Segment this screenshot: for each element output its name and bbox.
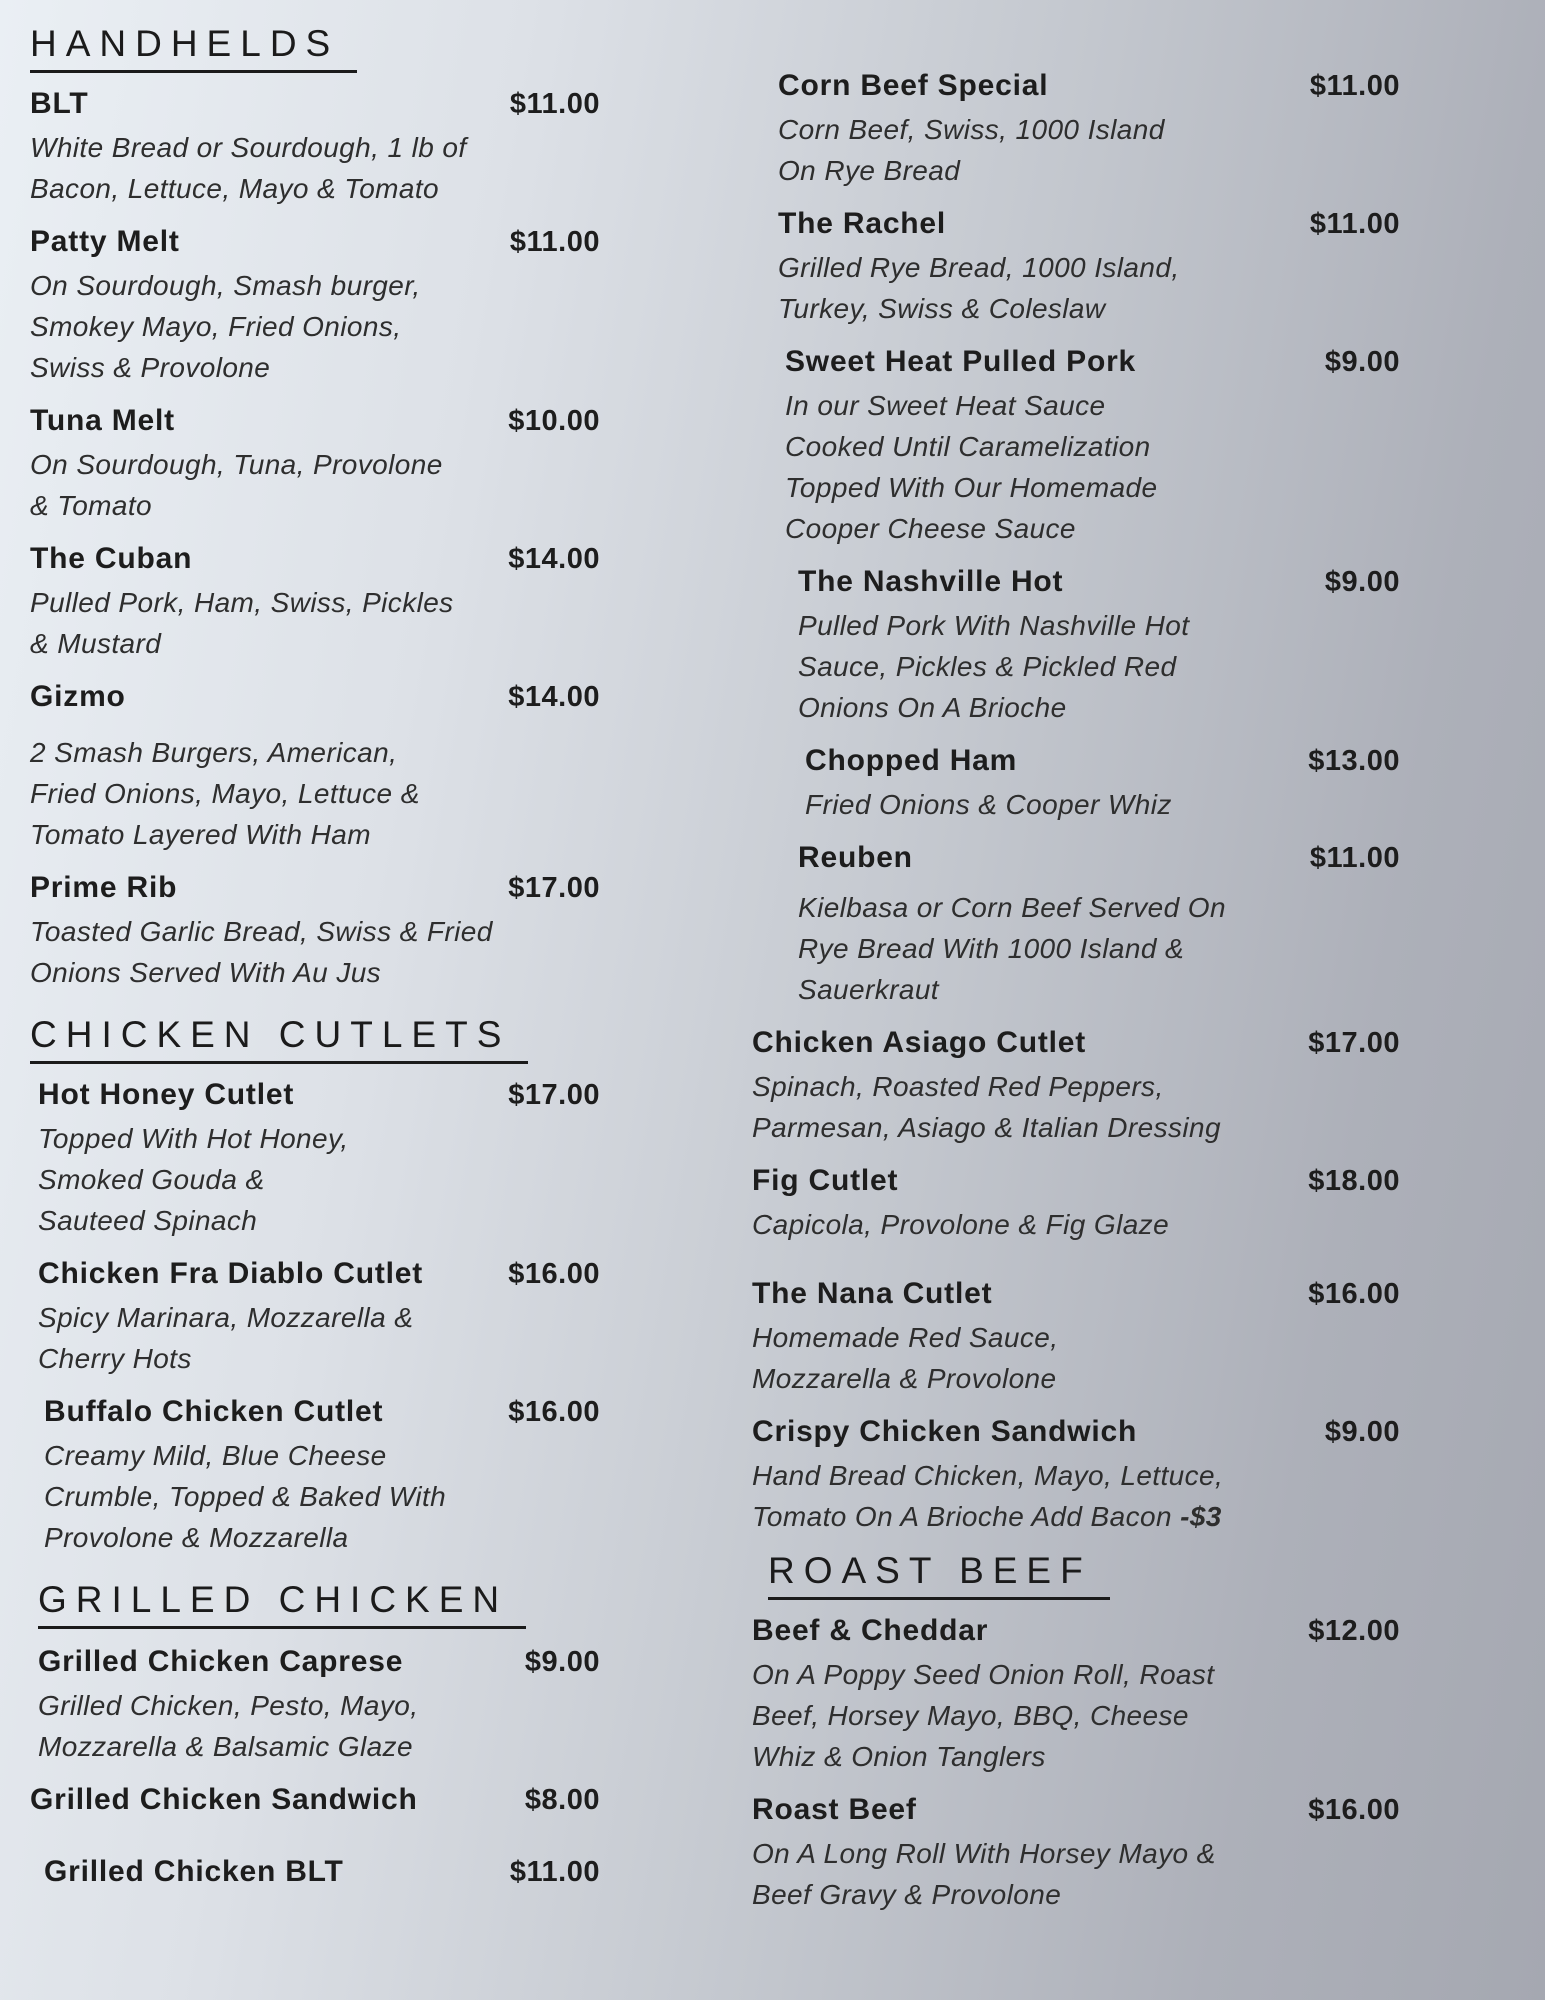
menu-item-roast-beef [752,1789,1400,1915]
item-row [30,1779,600,1821]
menu-item-chicken-asiago-cutlet [752,1022,1400,1148]
item-price: $17.00 [1308,1027,1400,1059]
item-row [30,83,600,125]
description-line: Beef Gravy & Provolone [752,1879,1062,1910]
section-title: ROAST BEEF [768,1549,1110,1600]
description-line: Beef, Horsey Mayo, BBQ, Cheese [752,1700,1189,1731]
item-description [752,1833,1400,1915]
menu-item-crispy-chicken-sandwich [752,1411,1400,1537]
description-line: Onions Served With Au Jus [30,957,382,988]
menu-column-left [30,0,600,1905]
description-line: Mozzarella & Provolone [752,1363,1057,1394]
menu-item-nashville-hot [752,561,1400,728]
item-price: $16.00 [508,1258,600,1290]
description-line: Provolone & Mozzarella [44,1522,349,1553]
section-header-handhelds [30,22,600,73]
description-line: Corn Beef, Swiss, 1000 Island [778,114,1165,145]
description-line: Kielbasa or Corn Beef Served On [798,892,1226,923]
item-name: The Rachel [778,207,947,240]
menu-item-buffalo-cutlet [30,1391,600,1558]
description-line: Onions On A Brioche [798,692,1067,723]
item-row [30,538,600,580]
description-line: Pulled Pork With Nashville Hot [798,610,1190,641]
menu-item-prime-rib [30,867,600,993]
item-name: The Nana Cutlet [752,1277,993,1310]
description-line: Rye Bread With 1000 Island & [798,933,1185,964]
description-line: Pulled Pork, Ham, Swiss, Pickles [30,587,454,618]
item-name: Grilled Chicken Sandwich [30,1783,418,1816]
item-price: $11.00 [1309,70,1400,102]
section-title: CHICKEN CUTLETS [30,1013,528,1064]
description-line: Spicy Marinara, Mozzarella & [38,1302,414,1333]
item-price: $11.00 [1309,208,1400,240]
item-price: $11.00 [509,1856,600,1888]
description-line: In our Sweet Heat Sauce [785,390,1106,421]
item-name: Fig Cutlet [752,1164,899,1197]
description-line: & Tomato [30,490,153,521]
item-name: Buffalo Chicken Cutlet [44,1395,384,1428]
item-price: $14.00 [508,681,600,713]
description-line: Cooked Until Caramelization [785,431,1151,462]
description-line: On A Poppy Seed Onion Roll, Roast [752,1659,1215,1690]
menu-item-nana-cutlet [752,1273,1400,1399]
description-line: Parmesan, Asiago & Italian Dressing [752,1112,1221,1143]
item-row [798,837,1400,879]
item-name: BLT [30,87,89,120]
item-row [752,1411,1400,1453]
item-name: Chopped Ham [805,744,1018,777]
item-description [798,887,1400,1010]
item-price: $18.00 [1308,1165,1400,1197]
item-row [30,867,600,909]
description-line: Whiz & Onion Tanglers [752,1741,1046,1772]
item-name: Chicken Asiago Cutlet [752,1026,1087,1059]
item-price: $9.00 [524,1646,600,1678]
item-price: $16.00 [508,1396,600,1428]
item-description [30,732,600,855]
menu-item-grilled-chicken-sandwich [30,1779,600,1821]
section-header-grilled-chicken [30,1578,600,1629]
item-description [38,1118,600,1241]
item-name: Crispy Chicken Sandwich [752,1415,1138,1448]
item-name: Grilled Chicken Caprese [38,1645,404,1678]
description-line: Cherry Hots [38,1343,192,1374]
item-name: Roast Beef [752,1793,917,1826]
item-name: The Nashville Hot [798,565,1064,598]
description-line: Swiss & Provolone [30,352,271,383]
item-name: Gizmo [30,680,126,713]
menu-item-gizmo [30,676,600,855]
description-line: On A Long Roll With Horsey Mayo & [752,1838,1216,1869]
section-title: GRILLED CHICKEN [38,1578,526,1629]
description-line: White Bread or Sourdough, 1 lb of [30,132,467,163]
item-description [798,605,1400,728]
menu-item-blt [30,83,600,209]
description-line: Hand Bread Chicken, Mayo, Lettuce, [752,1460,1224,1491]
item-name: Chicken Fra Diablo Cutlet [38,1257,424,1290]
menu-item-hot-honey-cutlet [30,1074,600,1241]
description-line: Toasted Garlic Bread, Swiss & Fried [30,916,493,947]
item-name: Sweet Heat Pulled Pork [785,345,1137,378]
section-header-chicken-cutlets [30,1013,600,1064]
item-price: $11.00 [509,88,600,120]
item-row [752,1273,1400,1315]
item-description [785,385,1400,549]
menu-item-the-cuban [30,538,600,664]
menu-item-beef-cheddar [752,1610,1400,1777]
item-price: $17.00 [508,872,600,904]
item-row [30,221,600,263]
item-description [805,784,1400,825]
item-row [38,1074,600,1116]
menu-item-sweet-heat-pulled-pork [752,341,1400,549]
item-description [38,1685,600,1767]
item-price: $8.00 [524,1784,600,1816]
item-description [30,911,600,993]
item-row [778,203,1400,245]
description-line: 2 Smash Burgers, American, [30,737,398,768]
menu-item-grilled-chicken-caprese [30,1641,600,1767]
description-line: Cooper Cheese Sauce [785,513,1076,544]
menu-item-the-rachel [752,203,1400,329]
item-description [752,1204,1400,1245]
menu-item-corn-beef-special [752,65,1400,191]
item-row [38,1253,600,1295]
item-name: Beef & Cheddar [752,1614,989,1647]
item-description [752,1317,1400,1399]
description-line: Spinach, Roasted Red Peppers, [752,1071,1164,1102]
item-row [44,1391,600,1433]
description-line: Grilled Rye Bread, 1000 Island, [778,252,1180,283]
item-row [38,1641,600,1683]
item-price: $16.00 [1308,1794,1400,1826]
item-price: $9.00 [1324,346,1400,378]
item-description [38,1297,600,1379]
item-price: $11.00 [509,226,600,258]
item-name: Hot Honey Cutlet [38,1078,295,1111]
description-line: On Rye Bread [778,155,961,186]
item-price: $9.00 [1324,1416,1400,1448]
item-description [778,109,1400,191]
description-line: Creamy Mild, Blue Cheese [44,1440,387,1471]
section-title: HANDHELDS [30,22,357,73]
menu-item-patty-melt [30,221,600,388]
description-line: Sauteed Spinach [38,1205,258,1236]
item-row [44,1851,600,1893]
description-line: Sauce, Pickles & Pickled Red [798,651,1177,682]
item-description [30,582,600,664]
item-row [752,1610,1400,1652]
description-line: Fried Onions & Cooper Whiz [805,789,1172,820]
item-price: $10.00 [508,405,600,437]
item-price: $16.00 [1308,1278,1400,1310]
description-line: On Sourdough, Tuna, Provolone [30,449,443,480]
item-price: $9.00 [1324,566,1400,598]
item-name: Patty Melt [30,225,180,258]
description-line: Crumble, Topped & Baked With [44,1481,447,1512]
item-row [30,676,600,718]
item-description [30,127,600,209]
item-description [752,1066,1400,1148]
item-price: $11.00 [1309,842,1400,874]
item-price: $13.00 [1308,745,1400,777]
item-price: $14.00 [508,543,600,575]
item-name: Corn Beef Special [778,69,1049,102]
item-description [44,1435,600,1558]
description-line: Bacon, Lettuce, Mayo & Tomato [30,173,440,204]
menu-item-tuna-melt [30,400,600,526]
section-header-roast-beef [752,1549,1400,1600]
description-line: & Mustard [30,628,162,659]
item-row [752,1160,1400,1202]
item-row [798,561,1400,603]
item-description [752,1455,1400,1537]
description-text: Tomato On A Brioche Add Bacon [752,1501,1181,1532]
description-line: Tomato Layered With Ham [30,819,371,850]
menu-item-grilled-chicken-blt [30,1851,600,1893]
item-row [805,740,1400,782]
item-name: Prime Rib [30,871,178,904]
item-row [785,341,1400,383]
description-line: Grilled Chicken, Pesto, Mayo, [38,1690,419,1721]
item-row [30,400,600,442]
description-line: Capicola, Provolone & Fig Glaze [752,1209,1170,1240]
item-name: Tuna Melt [30,404,175,437]
item-name: The Cuban [30,542,193,575]
description-line: Smoked Gouda & [38,1164,265,1195]
item-price: $17.00 [508,1079,600,1111]
menu-item-reuben [752,837,1400,1010]
description-line: Topped With Our Homemade [785,472,1158,503]
item-description [778,247,1400,329]
description-line: Turkey, Swiss & Coleslaw [778,293,1106,324]
item-row [778,65,1400,107]
description-line: Homemade Red Sauce, [752,1322,1059,1353]
description-line: Topped With Hot Honey, [38,1123,349,1154]
description-line: Smokey Mayo, Fried Onions, [30,311,402,342]
item-price: $12.00 [1308,1615,1400,1647]
description-line: On Sourdough, Smash burger, [30,270,421,301]
item-row [752,1022,1400,1064]
item-name: Reuben [798,841,913,874]
item-name: Grilled Chicken BLT [44,1855,344,1888]
item-description [30,444,600,526]
add-bacon-price: -$3 [1180,1501,1222,1532]
description-line: Fried Onions, Mayo, Lettuce & [30,778,420,809]
item-row [752,1789,1400,1831]
menu-item-fig-cutlet [752,1160,1400,1245]
description-line [752,1496,1400,1537]
menu-column-right [752,0,1400,1927]
item-description [30,265,600,388]
description-line: Sauerkraut [798,974,939,1005]
item-description [752,1654,1400,1777]
menu-item-chopped-ham [752,740,1400,825]
description-line: Mozzarella & Balsamic Glaze [38,1731,413,1762]
menu-item-fra-diablo-cutlet [30,1253,600,1379]
